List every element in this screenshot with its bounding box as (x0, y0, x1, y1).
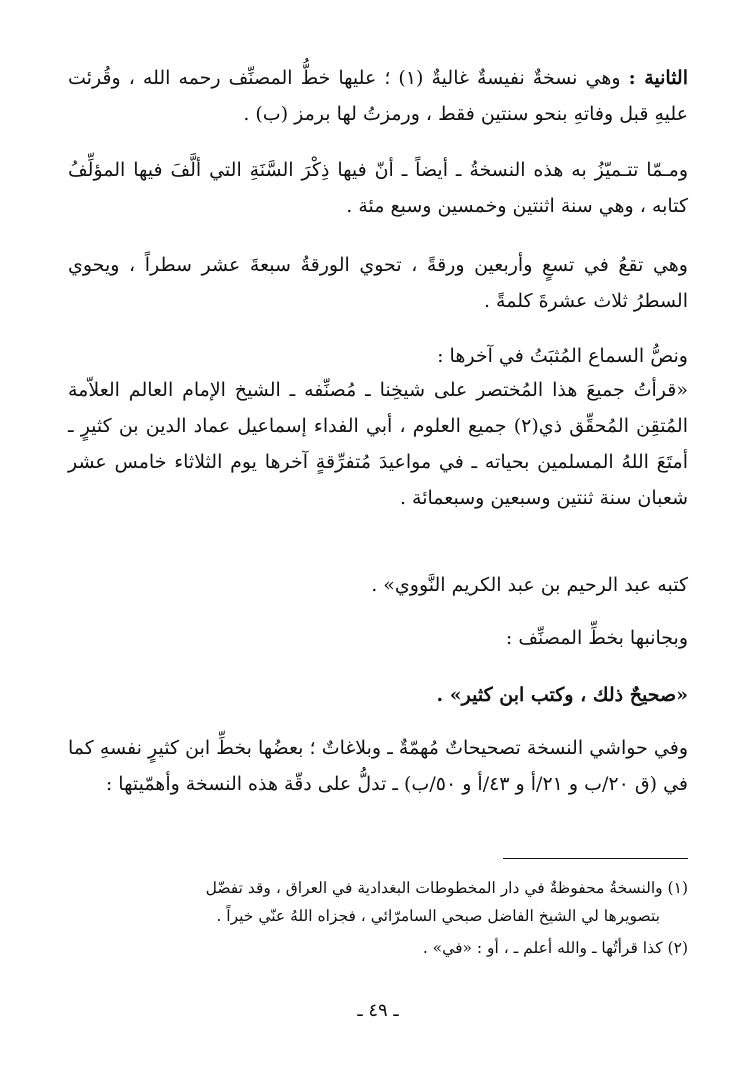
paragraph-samaa-intro: ونصُّ السماع المُثبَتُ في آخرها : (437, 345, 688, 367)
paragraph-second-copy (68, 60, 688, 132)
footnote-1 (68, 874, 688, 930)
paragraph-year-mention: ومـمّا تتـميّزُ به هذه النسخةُ ـ أيضاً ـ أنّ فيها ذِكْرَ السَّنَةِ التي ألَّفَ فيها المؤلِّفُ كتابه ، وهي سنة اثنتين وخمسين وسبع مئة . (68, 159, 688, 217)
footnote-divider (503, 858, 688, 859)
paragraph-folio-count: وهي تقعُ في تسعٍ وأربعين ورقةً ، تحوي الورقةُ سبعةَ عشر سطراً ، ويحوي السطرُ ثلاث عشرةَ كلمةً . (68, 254, 688, 312)
paragraph-author-note: «صحيحٌ ذلك ، وكتب ابن كثير» . (436, 684, 688, 706)
footnote-2: (٢) كذا قرأتُها ـ والله أعلم ـ ، أو : «في» . (422, 939, 688, 957)
paragraph-margins: وفي حواشي النسخة تصحيحاتٌ مُهمّةٌ ـ وبلاغاتٌ ؛ بعضُها بخطِّ ابن كثيرٍ نفسهِ كما في (ق ٢٠/ب و ٢١/أ و ٤٣/أ و ٥٠/ب) ـ تدلُّ على دقّة هذه النسخة وأهمّيتها : (68, 737, 688, 795)
footnote-1-line-1: (١) والنسخةُ محفوظةٌ في دار المخطوطات البغدادية في العراق ، وقد تفضّل (205, 879, 688, 897)
footnote-1-line-2: بتصويرها لي الشيخ الفاضل صبحي السامرّائي ، فجزاه اللهُ عنّي خيراً . (216, 907, 660, 925)
page-number: ـ ٤٩ ـ (357, 1000, 399, 1021)
paragraph-scribe-signature: كتبه عبد الرحيم بن عبد الكريم النَّووي» . (371, 574, 688, 596)
paragraph-samaa-text: «قرأتُ جميعَ هذا المُختصر على شيخِنا ـ مُصنِّفه ـ الشيخ الإمام العالم العلاّمة المُتقِن المُحقِّق ذي(٢) جميع العلوم ، أبي الفداء إسماعيل عماد الدين بن كثيرٍ ـ أمتَعَ اللهُ المسلمين بحياته ـ في مواعيدَ مُتفرِّقةٍ آخرها يوم الثلاثاء خامس عشر شعبان سنة ثنتين وسبعين وسبعمائة . (68, 379, 688, 509)
paragraph-lead-word: الثانية : (628, 67, 689, 89)
paragraph-author-note-intro: وبجانبها بخطِّ المصنِّف : (505, 627, 688, 649)
paragraph-text: وهي نسخةٌ نفيسةٌ غاليةٌ (١) ؛ عليها خطُّ المصنِّف رحمه الله ، وقُرئت عليهِ قبل وفاتهِ بنحو سنتين فقط ، ورمزتُ لها برمز (ب) . (68, 67, 688, 125)
